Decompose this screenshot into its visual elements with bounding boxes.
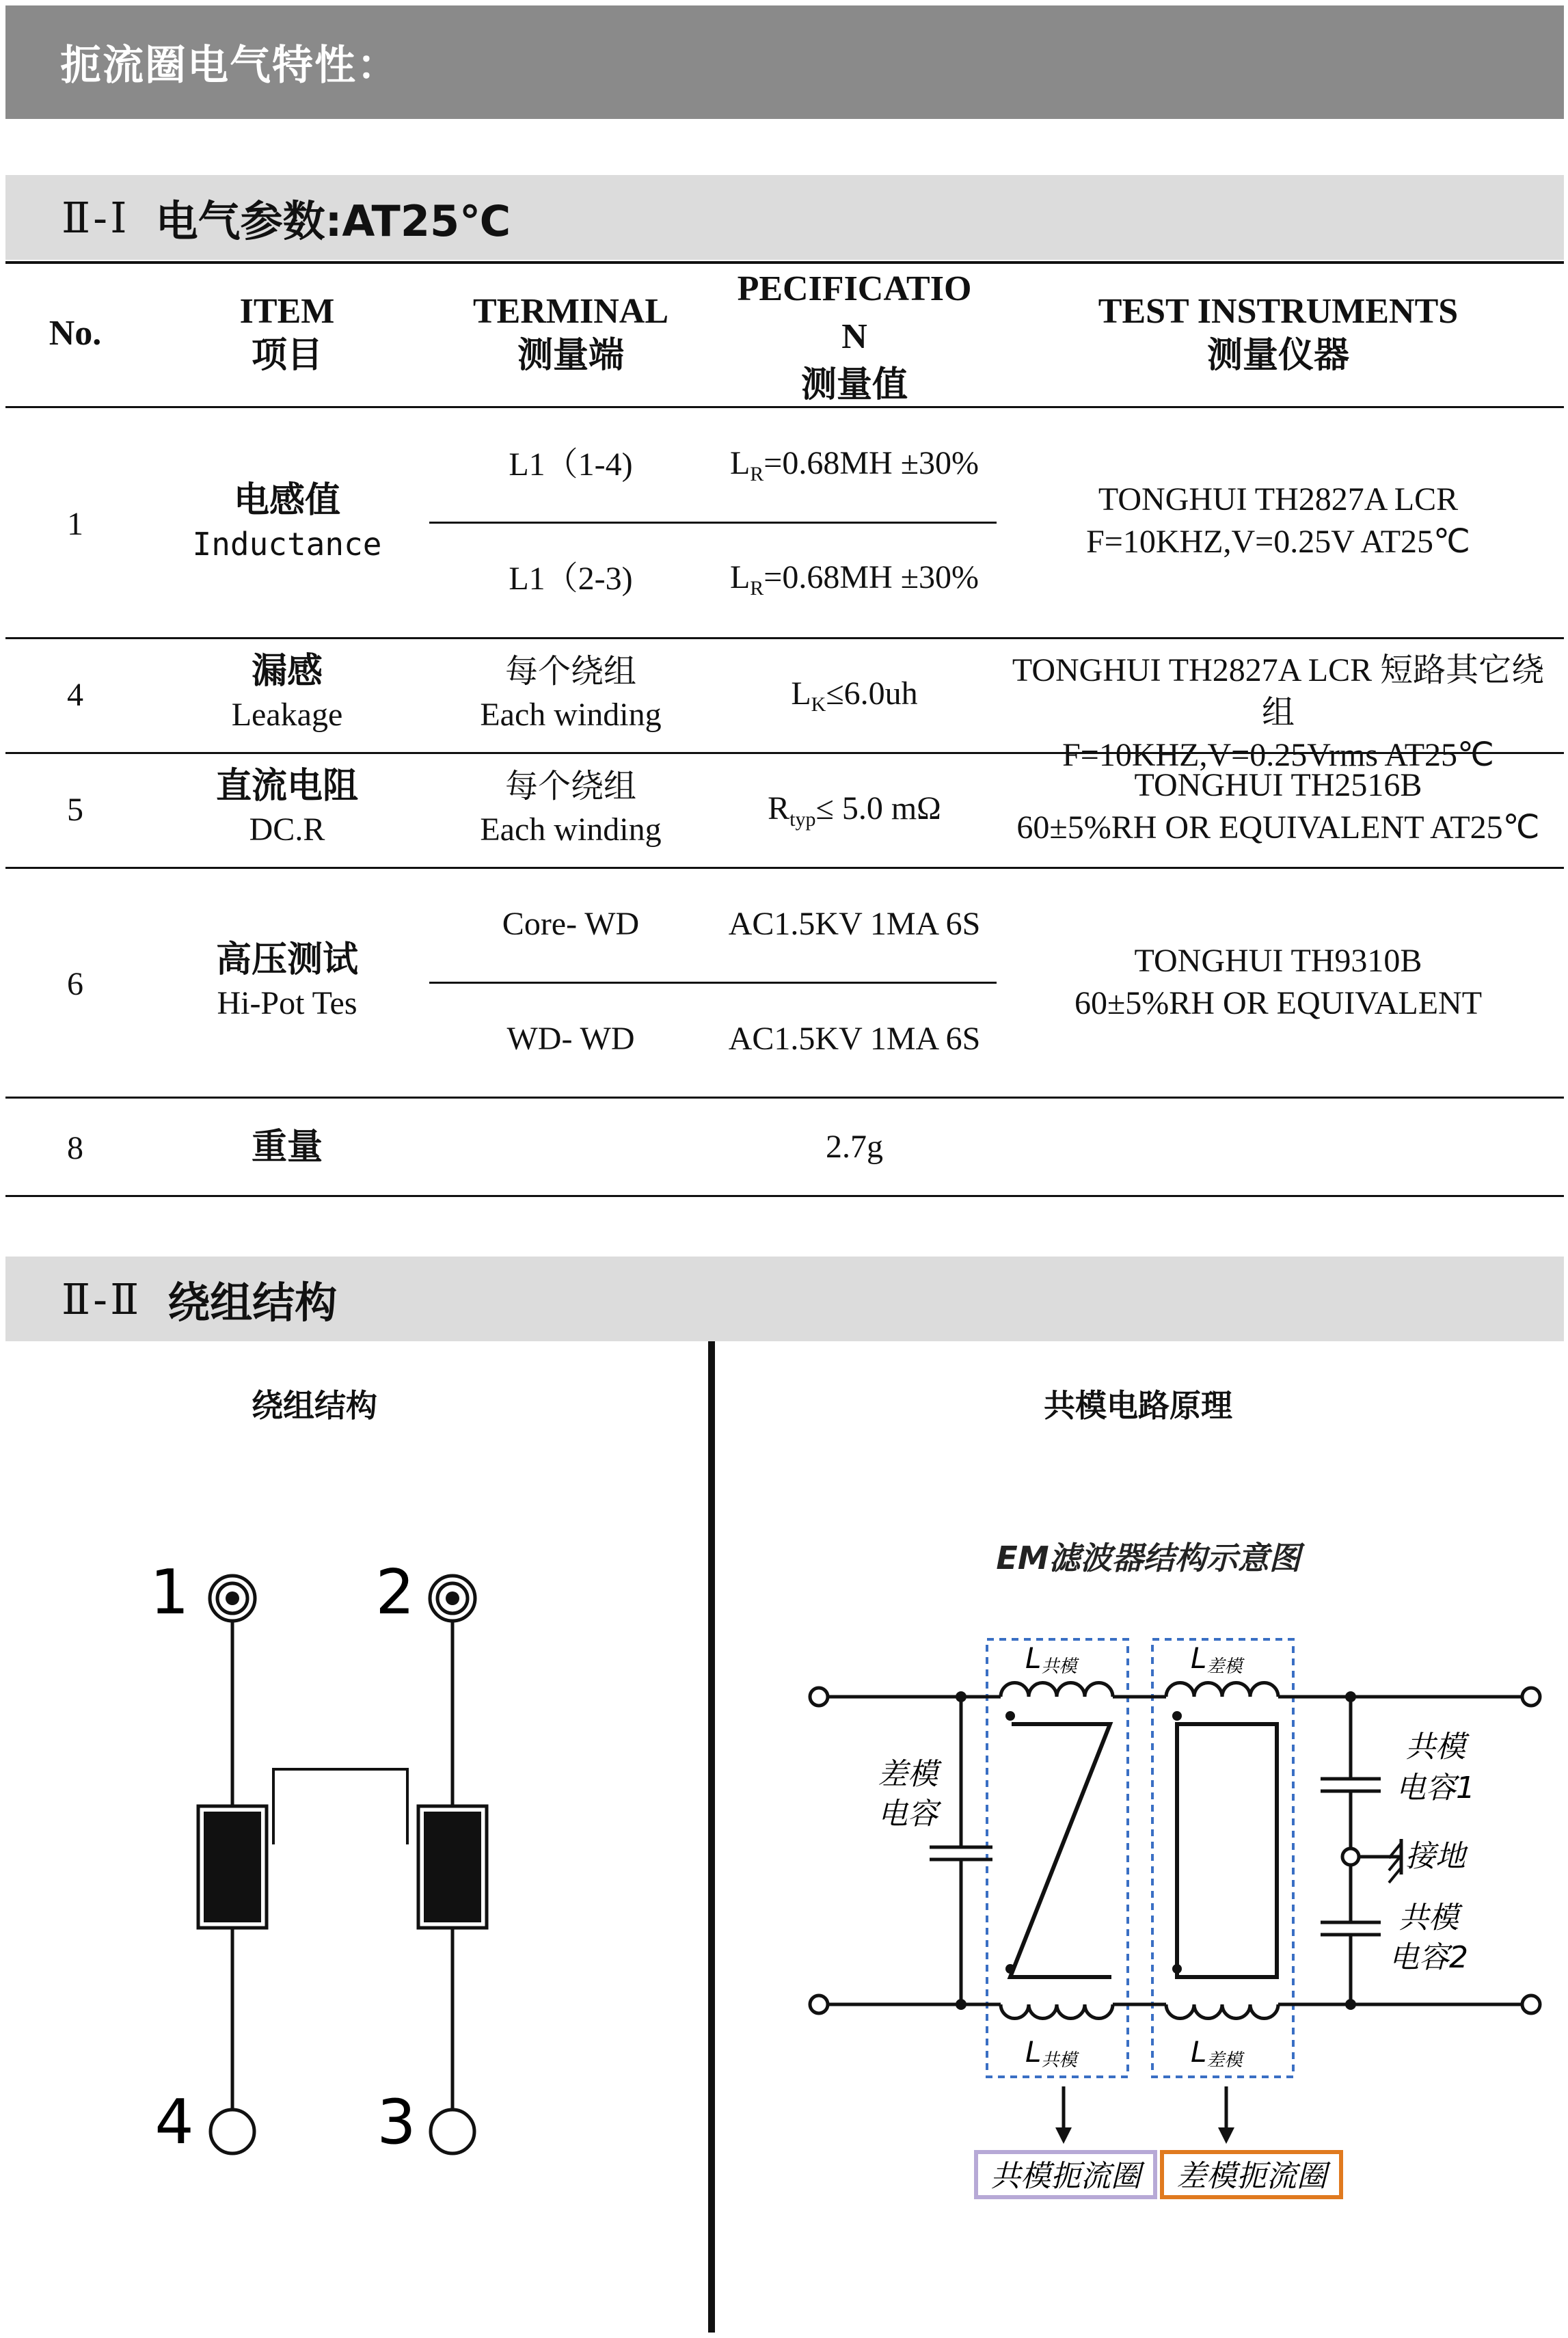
header-spec <box>711 265 998 409</box>
header-no: No. <box>49 314 102 353</box>
row6-test <box>998 940 1558 1025</box>
section-title: 电气参数:AT25℃ <box>155 196 511 246</box>
row4-terminal-en: Each winding <box>480 697 662 733</box>
l-cm-bottom-label: L共模 <box>1025 2035 1077 2071</box>
pin-1-terminal <box>210 1576 255 1621</box>
row4-spec: $L_K\le 6.0uh$ <box>791 675 918 716</box>
section-header-winding <box>5 1257 1564 1341</box>
section-title: 绕组结构 <box>167 1277 338 1328</box>
table-bottom-rule <box>5 1195 1564 1197</box>
row1-spec-b: $L_R=0.68MH \pm 30\%$ <box>729 559 979 600</box>
row1-terminal-a: L1（1-4) <box>509 446 633 483</box>
dm-coil-top <box>1166 1683 1278 1697</box>
row1-test-line1: TONGHUI TH2827A LCR <box>1098 481 1459 518</box>
header-terminal <box>431 290 711 377</box>
row5-test-line1: TONGHUI TH2516B <box>1134 767 1422 803</box>
cm-cap2-label-2: 电容2 <box>1389 1940 1468 1975</box>
row5-item <box>150 764 424 852</box>
pin-3-label: 3 <box>377 2086 416 2158</box>
row5-spec: $R_{typ}\le 5.0$ mΩ <box>768 790 941 831</box>
header-spec-line2: N <box>841 317 867 356</box>
row6-test-line1: TONGHUI TH9310B <box>1134 943 1422 979</box>
row4-item <box>150 649 424 737</box>
section-header-electrical <box>5 175 1564 260</box>
emi-title: EM滤波器结构示意图 <box>996 1540 1301 1576</box>
header-terminal-zh: 测量端 <box>517 335 624 376</box>
header-test <box>998 290 1558 377</box>
row5-item-en: DC.R <box>249 811 325 848</box>
header-item-zh: 项目 <box>251 335 323 376</box>
row1-test-line2: F=10KHZ,V=0.25V AT25℃ <box>1086 524 1470 560</box>
row6-spec-a: AC1.5KV 1MA 6S <box>728 906 981 942</box>
cm-core <box>1010 1724 1111 1977</box>
emi-filter-diagram <box>793 1531 1552 2283</box>
header-spec-zh: 测量值 <box>800 364 908 405</box>
l-dm-top-label: L差模 <box>1191 1641 1243 1677</box>
row5-terminal <box>431 764 711 852</box>
row1-terminal-b: L1（2-3) <box>509 561 633 597</box>
header-item-en: ITEM <box>239 292 335 331</box>
header-spec-line1: PECIFICATIO <box>737 269 972 308</box>
row4-item-en: Leakage <box>231 697 343 733</box>
pin-1-label: 1 <box>150 1557 189 1628</box>
row1-no: 1 <box>67 506 83 542</box>
winding-coil-left <box>198 1806 267 1928</box>
header-item <box>150 290 424 377</box>
arrow-down-icon <box>1055 2127 1072 2144</box>
row5-test-line2: 60±5%RH OR EQUIVALENT AT25℃ <box>1016 809 1540 846</box>
row6-no: 6 <box>67 966 83 1002</box>
row8-spec: 2.7g <box>826 1129 883 1165</box>
row1-spec-a: $L_R=0.68MH \pm 30\%$ <box>729 445 979 485</box>
row1-item <box>150 479 424 566</box>
row5-terminal-en: Each winding <box>480 811 662 848</box>
row4-item-zh: 漏感 <box>251 651 323 692</box>
row1-item-en: Inductance <box>192 526 382 563</box>
header-terminal-en: TERMINAL <box>472 292 669 331</box>
dm-core <box>1177 1724 1277 1977</box>
row6-terminal-b: WD- WD <box>506 1021 635 1057</box>
row5-no: 5 <box>67 792 83 828</box>
row4-terminal <box>431 649 711 737</box>
row1-test <box>998 479 1558 563</box>
pin-2-label: 2 <box>375 1557 415 1628</box>
row4-test <box>998 649 1558 777</box>
header-test-en: TEST INSTRUMENTS <box>1098 292 1459 331</box>
row5-bottom-rule <box>5 867 1564 869</box>
row8-no: 8 <box>67 1130 83 1166</box>
pin-4-label: 4 <box>154 2086 194 2158</box>
table-top-rule <box>5 261 1564 264</box>
banner-title: 扼流圈电气特性： <box>60 42 399 90</box>
circuit-caption: 共模电路原理 <box>1044 1387 1232 1424</box>
row5-test <box>998 764 1558 849</box>
cm-cap2-label-1: 共模 <box>1398 1900 1459 1935</box>
winding-caption: 绕组结构 <box>252 1387 377 1424</box>
row6-item-zh: 高压测试 <box>215 939 358 980</box>
winding-diagram <box>0 1518 615 2201</box>
row4-test-line1: TONGHUI TH2827A LCR 短路其它绕组 <box>1012 652 1545 731</box>
row6-spec-b: AC1.5KV 1MA 6S <box>728 1021 981 1057</box>
pin-4-terminal <box>211 2110 254 2153</box>
pin-2-terminal <box>430 1576 475 1621</box>
row1-bottom-rule <box>5 637 1564 639</box>
row5-terminal-zh: 每个绕组 <box>504 767 636 805</box>
l-dm-bottom-label: L差模 <box>1191 2035 1243 2071</box>
dm-cap-label-2: 电容 <box>878 1797 938 1831</box>
cm-coil-bottom <box>1001 2004 1113 2019</box>
section-number: Ⅱ-Ⅱ <box>62 1274 142 1324</box>
cm-choke-label: 共模扼流圈 <box>990 2159 1141 2194</box>
cm-coil-top <box>1001 1683 1113 1697</box>
cm-cap1-label-2: 电容1 <box>1396 1771 1475 1805</box>
page-banner <box>5 5 1564 119</box>
row6-bottom-rule <box>5 1097 1564 1099</box>
row1-split-rule <box>429 522 997 524</box>
row6-item <box>150 938 424 1025</box>
arrow-down-icon <box>1218 2127 1234 2144</box>
winding-coil-right <box>418 1806 487 1928</box>
ground-label: 接地 <box>1405 1839 1465 1874</box>
row6-terminal-a: Core- WD <box>502 906 640 942</box>
row4-test-line2: F=10KHZ,V=0.25Vrms AT25℃ <box>1062 737 1494 773</box>
cm-cap1-label-1: 共模 <box>1405 1730 1465 1764</box>
row1-item-zh: 电感值 <box>233 480 340 521</box>
row4-no: 4 <box>67 677 83 713</box>
row6-item-en: Hi-Pot Tes <box>217 985 357 1021</box>
row4-terminal-zh: 每个绕组 <box>504 652 636 690</box>
row6-test-line2: 60±5%RH OR EQUIVALENT <box>1074 985 1483 1021</box>
section-number: Ⅱ-Ⅰ <box>62 192 130 243</box>
dm-choke-label: 差模扼流圈 <box>1176 2159 1327 2194</box>
panel-divider <box>708 1341 715 2333</box>
header-test-zh: 测量仪器 <box>1206 335 1349 376</box>
row8-item-zh: 重量 <box>251 1127 323 1168</box>
pin-3-terminal <box>431 2110 474 2153</box>
row5-item-zh: 直流电阻 <box>215 766 358 807</box>
dm-coil-bottom <box>1166 2004 1278 2019</box>
row6-split-rule <box>429 982 997 984</box>
l-cm-top-label: L共模 <box>1025 1641 1077 1677</box>
dm-cap-label-1: 差模 <box>878 1757 938 1792</box>
